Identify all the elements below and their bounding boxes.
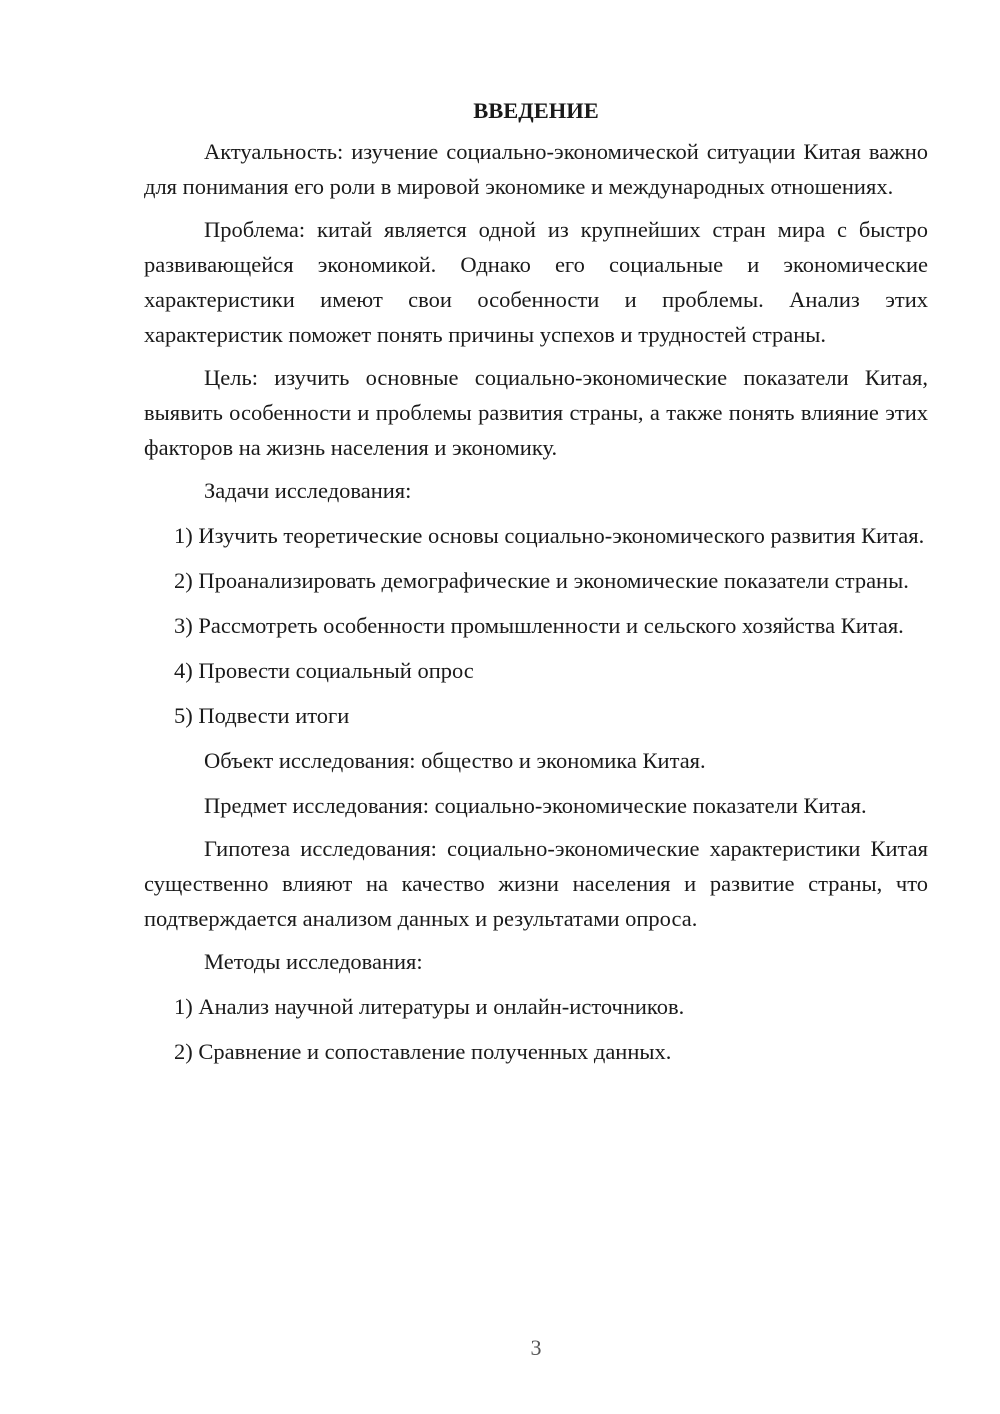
task-item: 2) Проанализировать демографические и экономические показатели страны. <box>174 568 909 593</box>
task-item: 5) Подвести итоги <box>174 703 350 728</box>
method-item: 1) Анализ научной литературы и онлайн-источников. <box>174 994 685 1019</box>
problem-paragraph: Проблема: китай является одной из крупнейших стран мира с быстро развивающейся экономикой. Однако его социальные и экономические характеристики имеют свои особенности и проблемы. Анализ этих характеристик поможет понять причины успехов и трудностей страны. <box>144 217 928 347</box>
tasks-heading: Задачи исследования: <box>204 478 412 503</box>
section-title: ВВЕДЕНИЕ <box>473 98 599 123</box>
relevance-paragraph: Актуальность: изучение социально-экономической ситуации Китая важно для понимания его роли в мировой экономике и международных отношениях. <box>144 139 928 199</box>
page-number: 3 <box>530 1335 542 1360</box>
object-paragraph: Объект исследования: общество и экономика Китая. <box>204 748 706 773</box>
task-item: 4) Провести социальный опрос <box>174 658 474 683</box>
methods-heading: Методы исследования: <box>204 949 423 974</box>
goal-paragraph: Цель: изучить основные социально-экономические показатели Китая, выявить особенности и проблемы развития страны, а также понять влияние этих факторов на жизнь населения и экономику. <box>144 365 928 460</box>
task-item: 3) Рассмотреть особенности промышленности и сельского хозяйства Китая. <box>174 613 904 638</box>
hypothesis-paragraph: Гипотеза исследования: социально-экономические характеристики Китая существенно влияют на качество жизни населения и развитие страны, что подтверждается анализом данных и результатами опроса. <box>144 836 928 931</box>
page-content <box>144 94 928 1079</box>
method-item: 2) Сравнение и сопоставление полученных данных. <box>174 1039 672 1064</box>
subject-paragraph: Предмет исследования: социально-экономические показатели Китая. <box>204 793 867 818</box>
task-item: 1) Изучить теоретические основы социально-экономического развития Китая. <box>174 523 925 548</box>
